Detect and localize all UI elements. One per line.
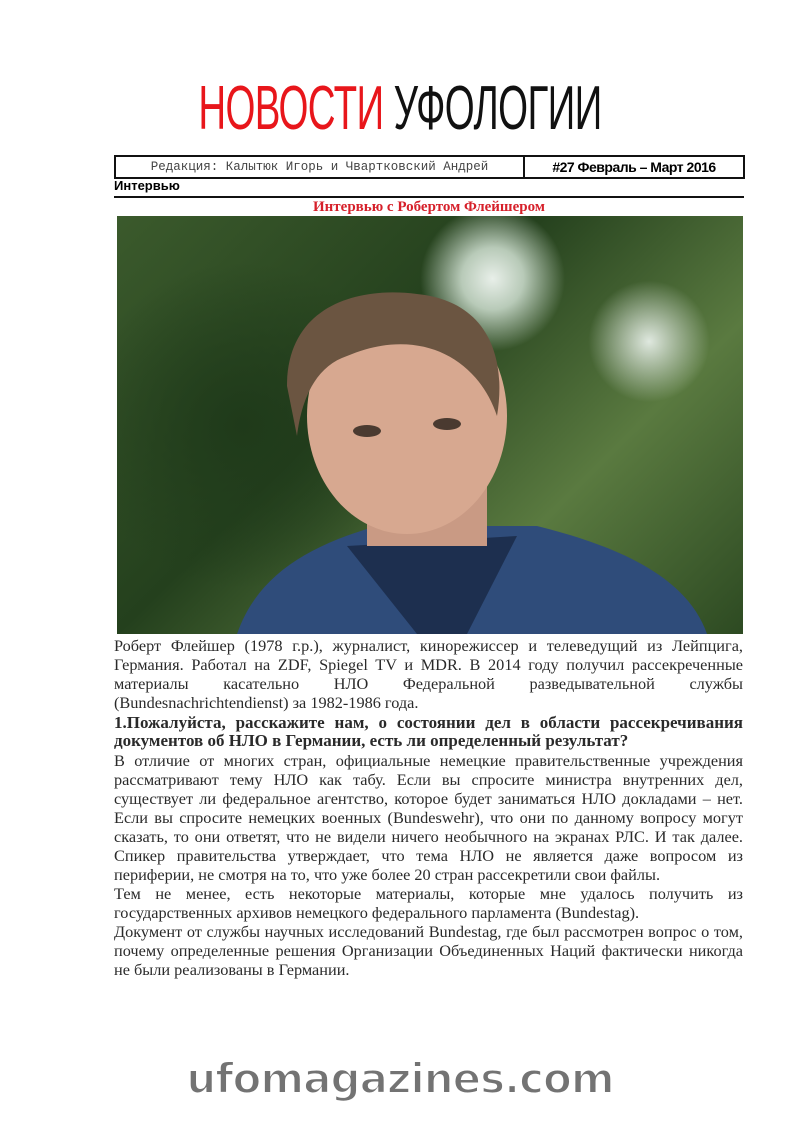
- issue-number: #27 Февраль – Март 2016: [552, 159, 716, 175]
- section-label: Интервью: [114, 178, 180, 193]
- answer-paragraph: Документ от службы научных исследований Bundestag, где был рассмотрен вопрос о том, почему определенные решения Организации Объединенных Наций фактически никогда не были реализованы в Германии.: [114, 922, 743, 979]
- info-box: [114, 155, 745, 179]
- article-title: Интервью с Робертом Флейшером: [312, 199, 546, 215]
- editors-credit: Редакция: Калытюк Игорь и Чвартковский Андрей: [116, 157, 525, 177]
- portrait-photo: [117, 216, 743, 634]
- watermark: ufomagazines.com: [186, 1054, 614, 1103]
- divider: [114, 196, 744, 198]
- answer-paragraph: Тем не менее, есть некоторые материалы, которые мне удалось получить из государственных архивов немецкого федерального парламента (Bundestag).: [114, 884, 743, 922]
- answer-paragraph: В отличие от многих стран, официальные немецкие правительственные учреждения рассматривают тему НЛО как табу. Если вы спросите министра внутренних дел, существует ли федеральное агентство, которое будет заниматься НЛО докладами – нет. Если вы спросите немецких военных (Bundeswehr), что они по данному вопросу могут сказать, то они ответят, что не видели ничего необычного на экранах РЛС. И так далее. Спикер правительства утверждает, что тема НЛО не является даже вопросом из периферии, не смотря на то, что уже более 20 стран рассекретили свои файлы.: [114, 751, 743, 884]
- article-body: [114, 636, 743, 979]
- logo-red: НОВОСТИ: [198, 74, 384, 143]
- logo-black: УФОЛОГИИ: [393, 74, 602, 143]
- intro-paragraph: Роберт Флейшер (1978 г.р.), журналист, кинорежиссер и телеведущий из Лейпцига, Германия. Работал на ZDF, Spiegel TV и MDR. В 2014 году получил рассекреченные материалы касательно НЛО Федеральной разведывательной службы (Bundesnachrichtendienst) за 1982-1986 года.: [114, 636, 743, 712]
- question-1: 1.Пожалуйста, расскажите нам, о состоянии дел в области рассекречивания документов об НЛО в Германии, есть ли определенный результат?: [114, 713, 743, 750]
- portrait-illustration: [117, 216, 743, 634]
- masthead-logo: [152, 74, 648, 144]
